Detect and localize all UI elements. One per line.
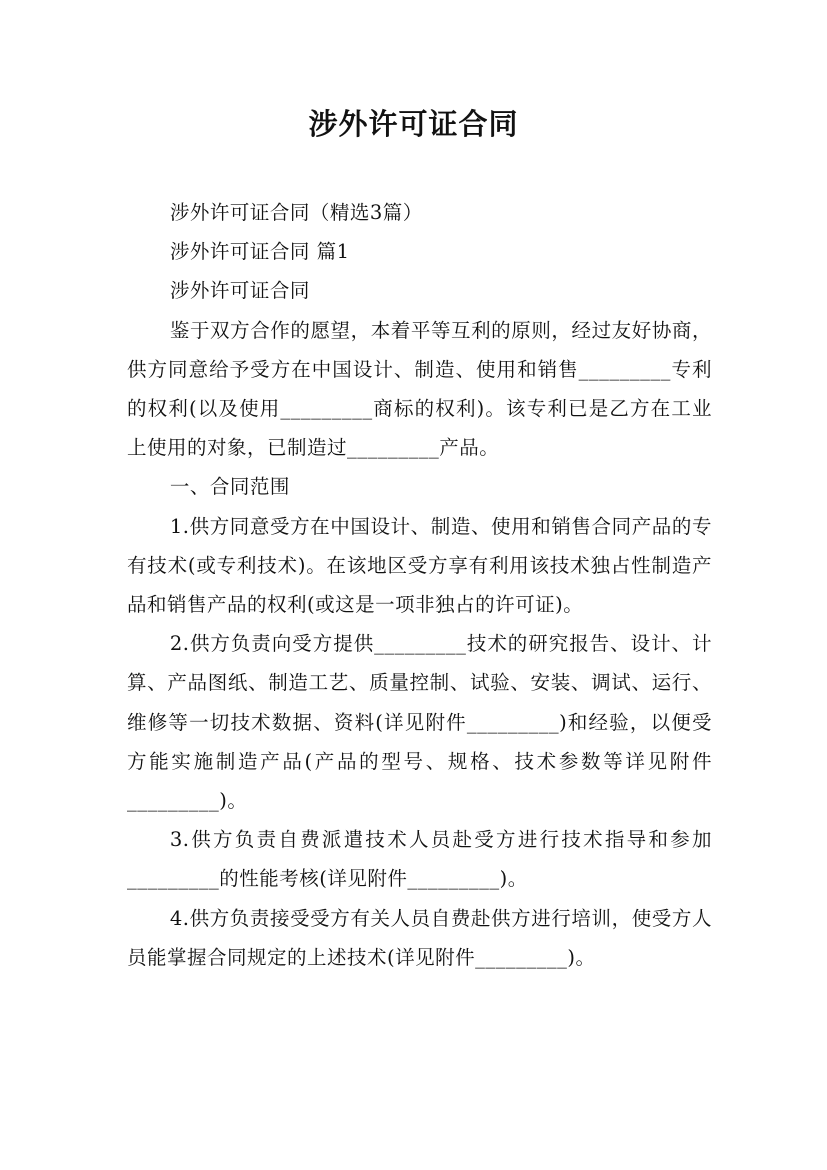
paragraph-part-heading: 涉外许可证合同 篇1	[169, 240, 350, 264]
section-heading-scope: 一、合同范围	[169, 475, 290, 499]
paragraph-subtitle: 涉外许可证合同（精选3篇）	[169, 201, 423, 224]
clause-1: 1.供方同意受方在中国设计、制造、使用和销售合同产品的专有技术(或专利技术)。在该地区受方享有利用该技术独占性制造产品和销售产品的权利(或这是一项非独占的许可证)。	[127, 514, 712, 617]
clause-3: 3.供方负责自费派遣技术人员赴受方进行技术指导和参加_________的性能考核(详见附件_________)。	[127, 828, 712, 891]
paragraph-contract-name: 涉外许可证合同	[169, 279, 310, 303]
clause-4: 4.供方负责接受受方有关人员自费赴供方进行培训，使受方人员能掌握合同规定的上述技术(详见附件_________)。	[127, 906, 712, 969]
clause-2: 2.供方负责向受方提供_________技术的研究报告、设计、计算、产品图纸、制造工艺、质量控制、试验、安装、调试、运行、维修等一切技术数据、资料(详见附件_________)和经验，以便受方能实施制造产品(产品的型号、规格、技术参数等详见附件_________)。	[127, 632, 712, 813]
paragraph-preamble: 鉴于双方合作的愿望，本着平等互利的原则，经过友好协商，供方同意给予受方在中国设计、制造、使用和销售_________专利的权利(以及使用_________商标的权利)。该专利已是乙方在工业上使用的对象，已制造过_________产品。	[127, 318, 712, 460]
document-body	[127, 193, 712, 977]
document-title: 涉外许可证合同	[308, 107, 519, 141]
